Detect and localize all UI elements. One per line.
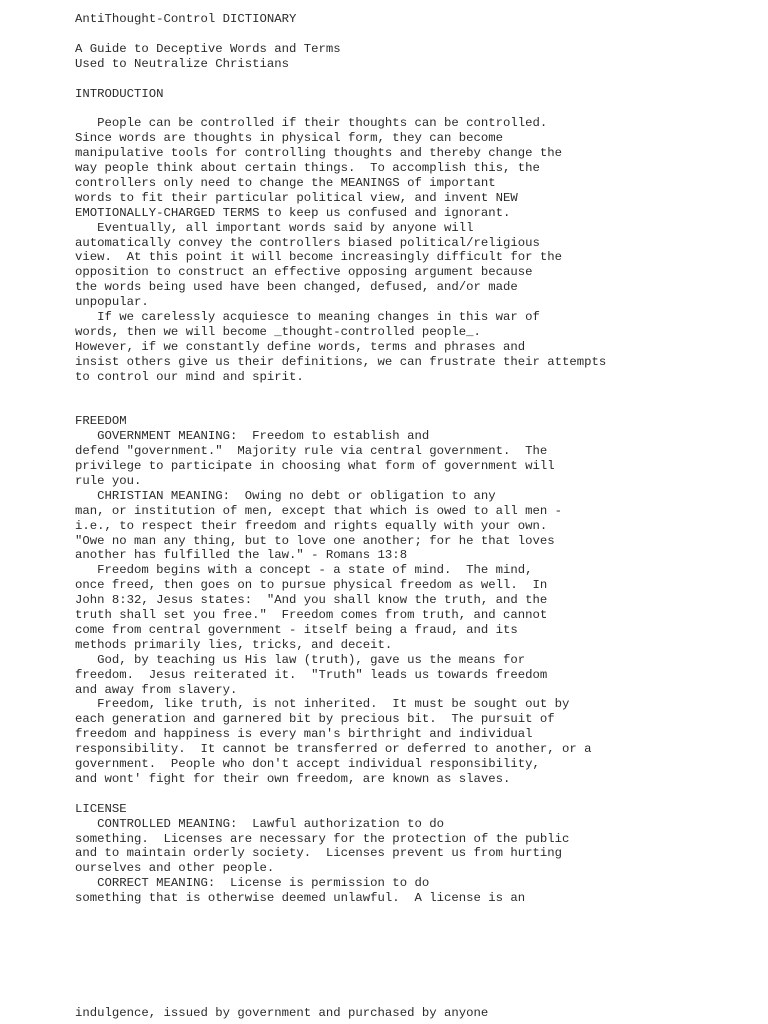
text-line: controllers only need to change the MEANINGS of important	[75, 175, 496, 190]
text-line: Since words are thoughts in physical form, they can become	[75, 131, 504, 146]
text-line: God, by teaching us His law (truth), gave us the means for	[75, 652, 526, 667]
text-line: come from central government - itself being a fraud, and its	[75, 622, 518, 637]
text-line: view. At this point it will become increasingly difficult for the	[75, 250, 563, 265]
text-line: EMOTIONALLY-CHARGED TERMS to keep us confused and ignorant.	[75, 205, 511, 220]
text-line: man, or institution of men, except that which is owed to all men -	[75, 503, 563, 518]
text-line: AntiThought-Control DICTIONARY	[75, 12, 297, 26]
text-line: and away from slavery.	[75, 682, 238, 697]
text-line: methods primarily lies, tricks, and deceit.	[75, 637, 393, 652]
text-line: words, then we will become _thought-controlled people_.	[75, 324, 481, 339]
text-line: CORRECT MEANING: License is permission to do	[75, 876, 430, 891]
text-line: government. People who don't accept individual responsibility,	[75, 757, 540, 771]
text-line: If we carelessly acquiesce to meaning changes in this war of	[75, 310, 540, 324]
text-line: LICENSE	[75, 801, 127, 816]
text-line: Freedom, like truth, is not inherited. It must be sought out by	[75, 697, 570, 712]
text-line: truth shall set you free." Freedom comes from truth, and cannot	[75, 608, 548, 622]
text-line: CHRISTIAN MEANING: Owing no debt or obligation to any	[75, 488, 496, 503]
text-line: Freedom begins with a concept - a state of mind. The mind,	[75, 563, 533, 578]
text-line: to control our mind and spirit.	[75, 369, 304, 384]
text-line: "Owe no man any thing, but to love one another; for he that loves	[75, 533, 555, 548]
text-line: INTRODUCTION	[75, 86, 164, 101]
text-line: each generation and garnered bit by precious bit. The pursuit of	[75, 712, 555, 727]
text-line: once freed, then goes on to pursue physical freedom as well. In	[75, 578, 548, 593]
text-line: way people think about certain things. To accomplish this, the	[75, 161, 540, 175]
text-line: and wont' fight for their own freedom, are known as slaves.	[75, 771, 511, 786]
text-line: unpopular.	[75, 295, 149, 310]
text-line: defend "government." Majority rule via central government. The	[75, 444, 548, 459]
text-line: Eventually, all important words said by anyone will	[75, 220, 474, 235]
text-line: privilege to participate in choosing what form of government will	[75, 459, 555, 473]
text-line: i.e., to respect their freedom and rights equally with your own.	[75, 518, 548, 533]
text-line: automatically convey the controllers biased political/religious	[75, 235, 540, 250]
text-line: and to maintain orderly society. Licenses prevent us from hurting	[75, 846, 563, 861]
text-line: words to fit their particular political view, and invent NEW	[75, 190, 518, 205]
text-line: However, if we constantly define words, terms and phrases and	[75, 339, 526, 354]
text-line: something that is otherwise deemed unlawful. A license is an	[75, 891, 526, 906]
text-line: People can be controlled if their thoughts can be controlled.	[75, 116, 548, 131]
text-line: manipulative tools for controlling thoughts and thereby change the	[75, 146, 563, 161]
text-line: A Guide to Deceptive Words and Terms	[75, 41, 341, 56]
text-line: Used to Neutralize Christians	[75, 56, 290, 71]
text-line: freedom. Jesus reiterated it. "Truth" leads us towards freedom	[75, 667, 548, 682]
text-line: something. Licenses are necessary for the protection of the public	[75, 831, 570, 846]
text-line: responsibility. It cannot be transferred or deferred to another, or a	[75, 742, 592, 757]
text-line: the words being used have been changed, defused, and/or made	[75, 280, 518, 295]
text-line: ourselves and other people.	[75, 861, 275, 876]
page-footer-line: indulgence, issued by government and purchased by anyone	[75, 1006, 489, 1020]
text-line: rule you.	[75, 473, 142, 488]
text-line: another has fulfilled the law." - Romans 13:8	[75, 548, 408, 563]
text-line: CONTROLLED MEANING: Lawful authorization to do	[75, 816, 444, 831]
text-line: GOVERNMENT MEANING: Freedom to establish and	[75, 429, 430, 444]
text-line: freedom and happiness is every man's birthright and individual	[75, 727, 533, 742]
text-line: opposition to construct an effective opposing argument because	[75, 265, 533, 280]
text-line: FREEDOM	[75, 414, 127, 429]
text-line: insist others give us their definitions, we can frustrate their attempts	[75, 354, 607, 369]
text-line: John 8:32, Jesus states: "And you shall know the truth, and the	[75, 593, 548, 608]
